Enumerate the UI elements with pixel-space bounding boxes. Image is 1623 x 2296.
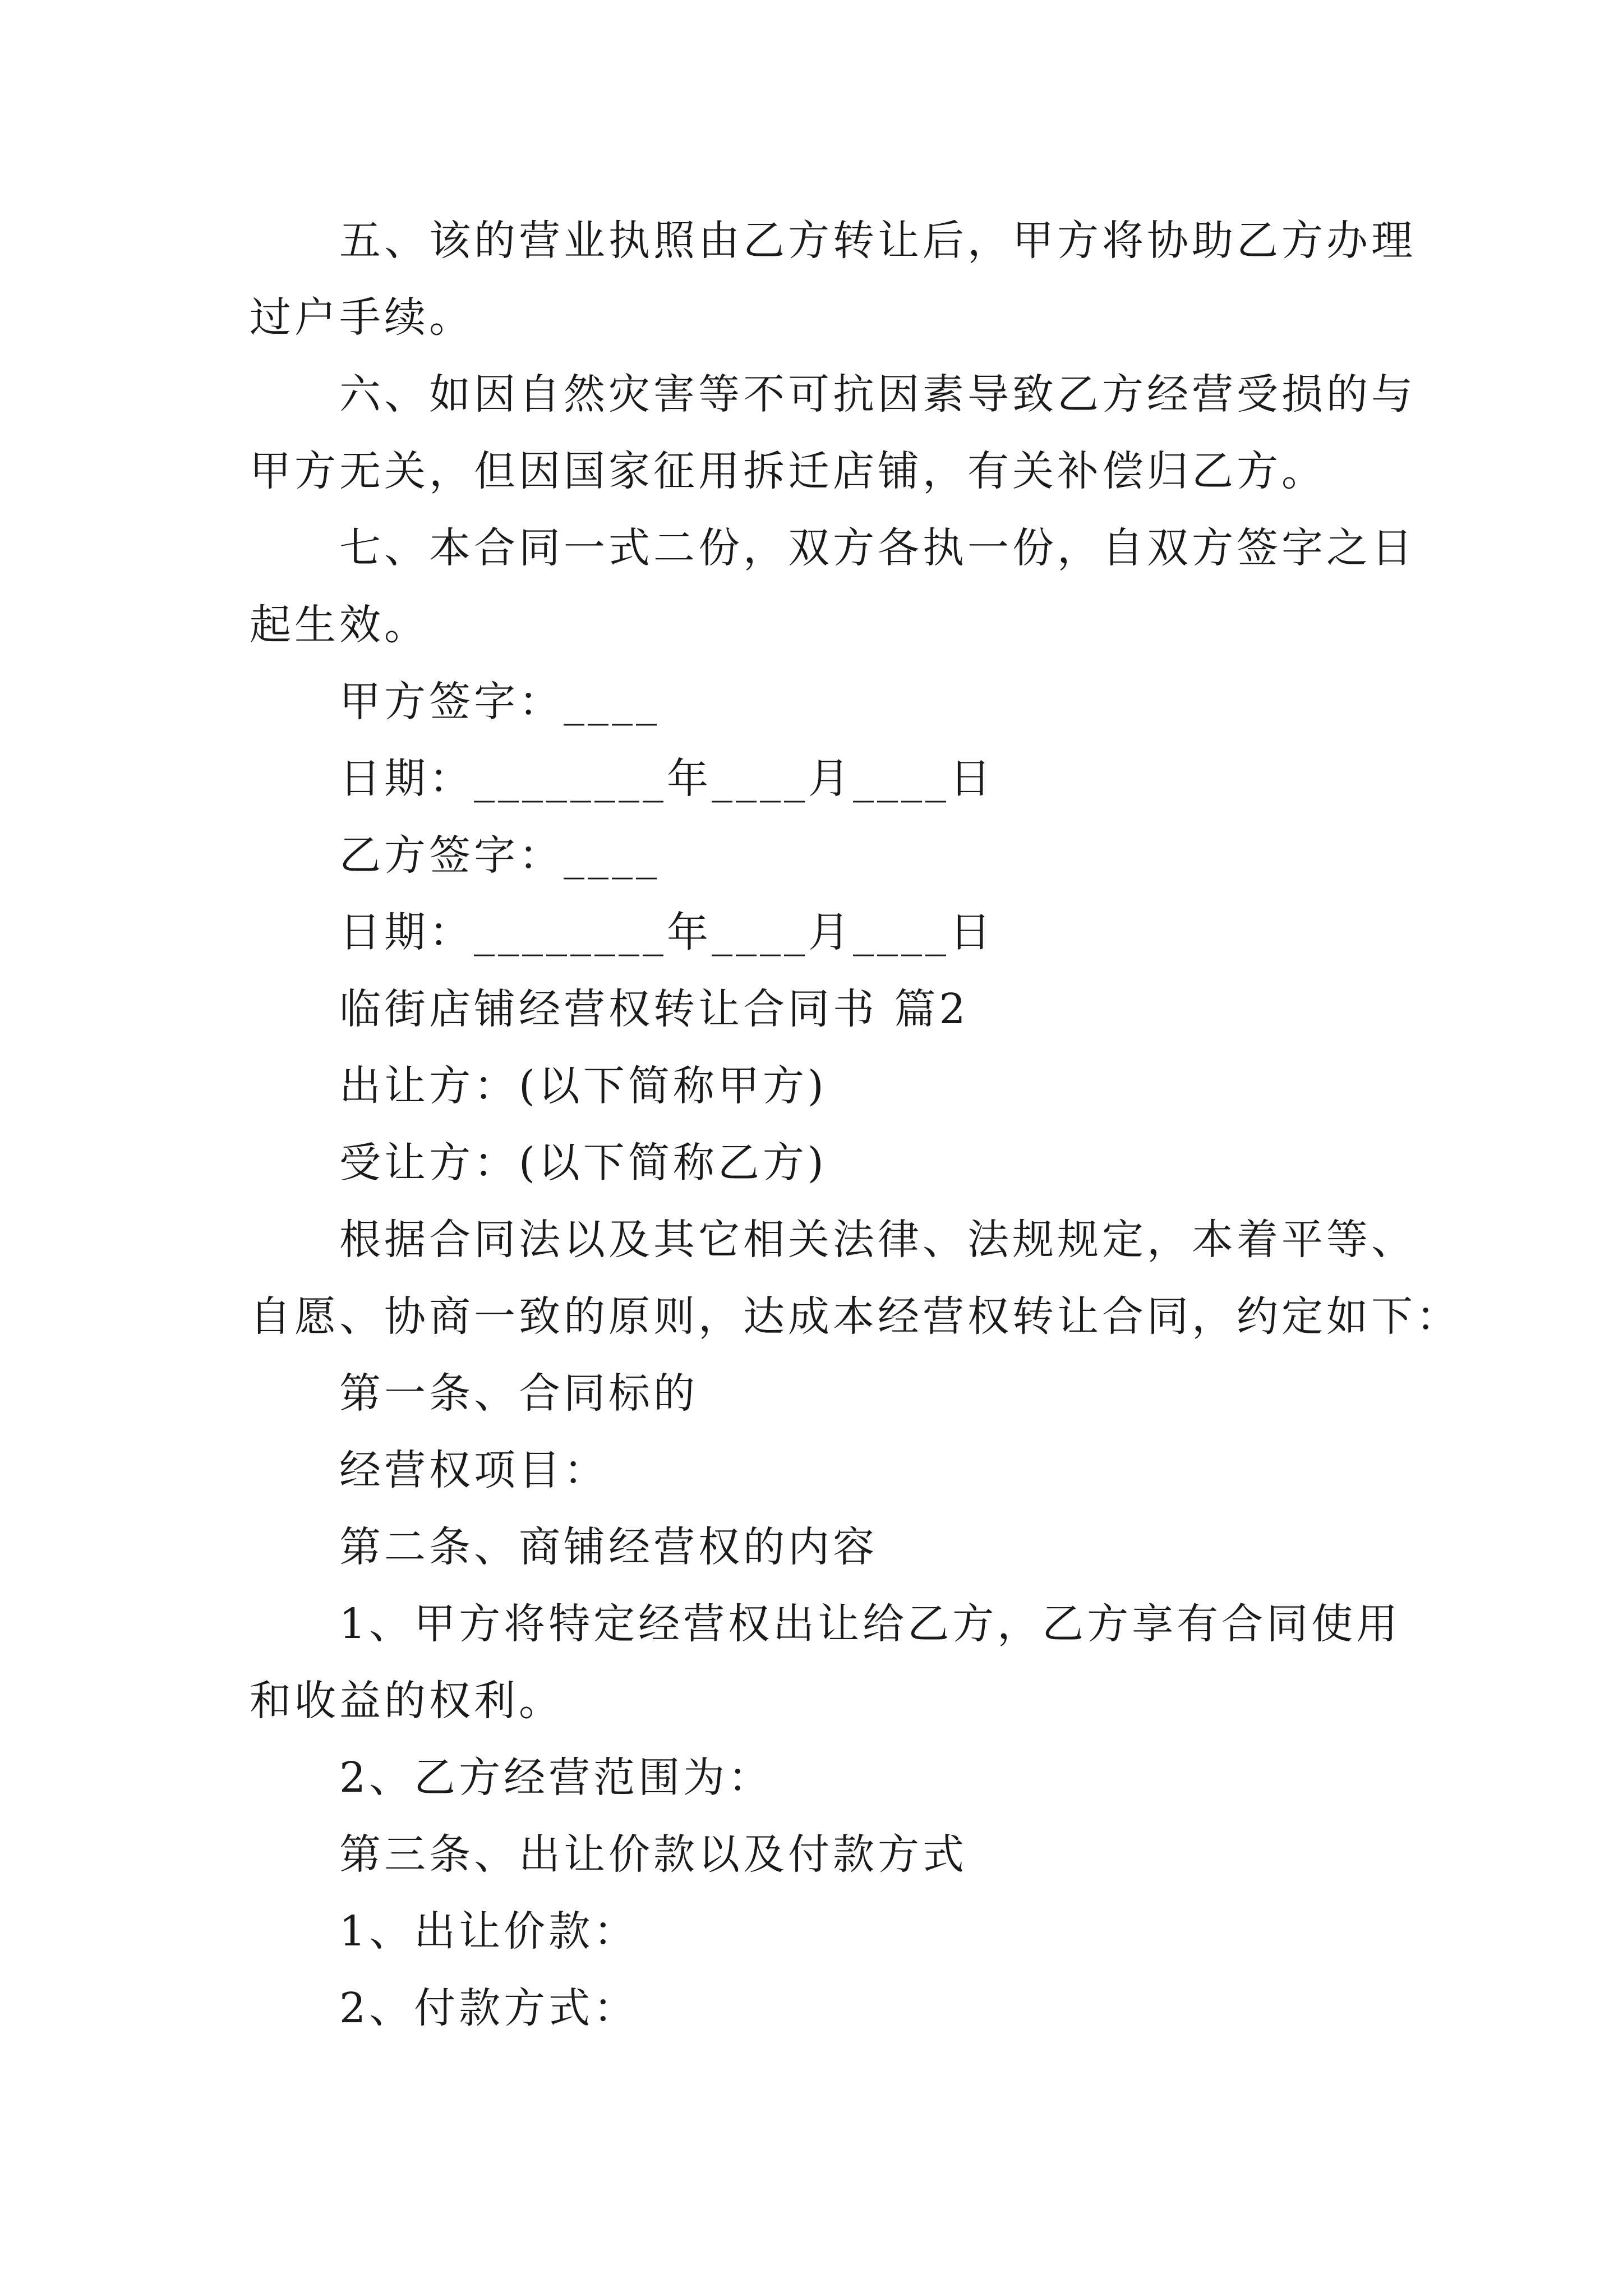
article-3-item-2: 2、付款方式： [339, 1984, 639, 2032]
article-2-item-2: 2、乙方经营范围为： [339, 1754, 773, 1802]
party-b-signature-line: 乙方签字：____ [339, 831, 660, 880]
party-a-date-line: 日期：________年____月____日 [339, 754, 994, 803]
clause-6-line-1: 六、如因自然灾害等不可抗因素导致乙方经营受损的与 [339, 370, 1416, 418]
preamble-line-1: 根据合同法以及其它相关法律、法规规定，本着平等、 [339, 1216, 1416, 1264]
party-a-signature-line: 甲方签字：____ [339, 678, 660, 726]
transferor-line: 出让方：(以下简称甲方) [339, 1062, 827, 1110]
article-3-item-1: 1、出让价款： [339, 1907, 639, 1955]
clause-5-line-1: 五、该的营业执照由乙方转让后，甲方将协助乙方办理 [339, 217, 1416, 265]
preamble-line-2: 自愿、协商一致的原则，达成本经营权转让合同，约定如下： [250, 1292, 1461, 1341]
transferee-line: 受让方：(以下简称乙方) [339, 1139, 827, 1187]
clause-7-line-1: 七、本合同一式二份，双方各执一份，自双方签字之日 [339, 524, 1416, 572]
article-2-heading: 第二条、商铺经营权的内容 [339, 1523, 878, 1571]
business-project-line: 经营权项目： [339, 1446, 608, 1494]
article-2-item-1-line-1: 1、甲方将特定经营权出让给乙方，乙方享有合同使用 [339, 1600, 1401, 1648]
clause-5-line-2: 过户手续。 [250, 293, 474, 342]
contract-2-title: 临街店铺经营权转让合同书 篇2 [339, 985, 969, 1033]
article-2-item-1-line-2: 和收益的权利。 [250, 1677, 564, 1725]
party-b-date-line: 日期：________年____月____日 [339, 908, 994, 956]
article-1-heading: 第一条、合同标的 [339, 1369, 698, 1418]
clause-6-line-2: 甲方无关，但因国家征用拆迁店铺，有关补偿归乙方。 [250, 447, 1326, 495]
article-3-heading: 第三条、出让价款以及付款方式 [339, 1830, 967, 1879]
clause-7-line-2: 起生效。 [250, 601, 429, 649]
